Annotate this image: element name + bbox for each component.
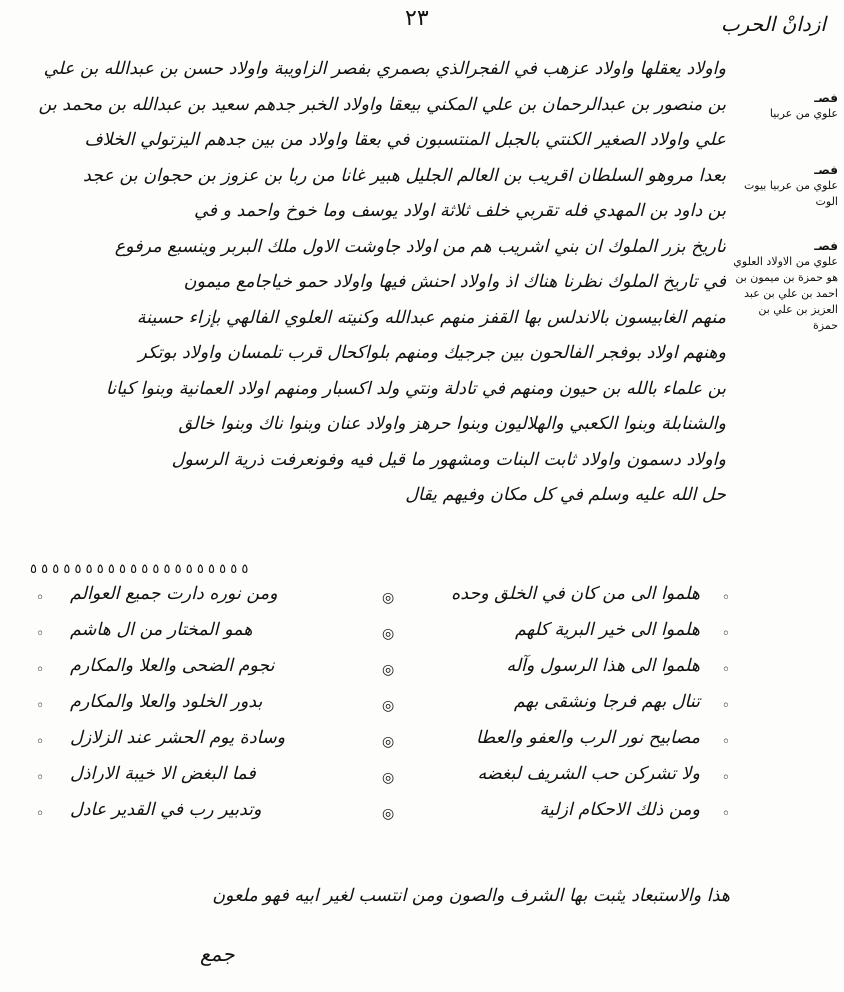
- verse-marker-icon: ◦: [721, 662, 730, 678]
- verse-marker-icon: ◦: [721, 626, 730, 642]
- margin-notes: [730, 90, 838, 362]
- margin-note-tag: فصـ: [814, 239, 838, 253]
- verse-marker-icon: ◦: [36, 734, 45, 750]
- margin-note-text: علوي من عربيا: [769, 107, 838, 120]
- body-line: وهنهم اولاد بوفجر الفالحون بين جرجيك ومنهم بلواكحال قرب تلمسان واولاد بوتكر: [138, 343, 726, 363]
- body-line: في تاريخ الملوك نظرنا هناك اذ واولاد احنش فيها واولاد حمو خياجامع ميمون: [183, 272, 726, 292]
- poem-verse: [30, 794, 730, 830]
- margin-note-text: علوي من الاولاد العلوي هو حمزة بن ميمون بن احمد بن علي بن عبد العزيز بن علي بن حمزة: [733, 255, 838, 332]
- verse-first-hemistich: هلموا الى خير البرية كلهم: [514, 620, 700, 640]
- body-line: بن داود بن المهدي فله تقربي خلف ثلاثة اولاد يوسف وما خوخ واحمد و في: [193, 201, 726, 221]
- body-line: والشنابلة وبنوا الكعبي والهلاليون وبنوا حرهز واولاد عنان وبنوا ناك وبنوا خالق: [178, 414, 726, 434]
- page-number: ٢٣: [405, 6, 429, 31]
- body-line: علي واولاد الصغير الكنتي بالجبل المنتسبون في بعقا واولاد من بين جدهم اليزتولي الخلاف: [84, 130, 726, 150]
- body-text: [36, 52, 726, 552]
- verse-divider-icon: ◎: [382, 590, 395, 606]
- poem-verse: [30, 758, 730, 794]
- body-line: بن علماء بالله بن حيون ومنهم في تادلة ونتي ولد اكسبار ومنهم اولاد العمانية وبنوا كيانا: [105, 378, 726, 399]
- ornament-dots-row: ٥ ٥ ٥ ٥ ٥ ٥ ٥ ٥ ٥ ٥ ٥ ٥ ٥ ٥ ٥ ٥ ٥ ٥ ٥ ٥: [30, 562, 249, 577]
- verse-first-hemistich: مصابيح نور الرب والعفو والعطا: [475, 728, 700, 748]
- verse-divider-icon: ◎: [382, 626, 395, 642]
- verse-second-hemistich: نجوم الضحى والعلا والمكارم: [70, 656, 275, 676]
- verse-marker-icon: ◦: [721, 806, 730, 822]
- verse-second-hemistich: همو المختار من ال هاشم: [70, 620, 253, 640]
- verse-second-hemistich: وسادة يوم الحشر عند الزلازل: [70, 728, 286, 748]
- verse-marker-icon: ◦: [721, 698, 730, 714]
- verse-first-hemistich: ومن ذلك الاحكام ازلية: [539, 800, 700, 820]
- poem-verse: [30, 650, 730, 686]
- verse-second-hemistich: ومن نوره دارت جميع العوالم: [70, 584, 278, 604]
- body-line: بن منصور بن عبدالرحمان بن علي المكني بيعقا واولاد الخبر جدهم سعيد بن عبدالله بن محمد بن: [38, 94, 726, 115]
- verse-marker-icon: ◦: [36, 806, 45, 822]
- verse-first-hemistich: هلموا الى هذا الرسول وآله: [506, 656, 700, 676]
- body-line: حل الله عليه وسلم في كل مكان وفيهم يقال: [405, 485, 726, 505]
- verse-first-hemistich: ولا تشركن حب الشريف لبغضه: [477, 764, 700, 784]
- verse-first-hemistich: تنال بهم فرجا ونشقى بهم: [513, 692, 700, 712]
- margin-note-tag: فصـ: [814, 163, 838, 177]
- margin-note: [730, 162, 838, 210]
- margin-note: [730, 90, 838, 122]
- verse-second-hemistich: فما البغض الا خيبة الاراذل: [70, 764, 256, 784]
- verse-marker-icon: ◦: [721, 734, 730, 750]
- verse-divider-icon: ◎: [382, 662, 395, 678]
- body-line: تاريخ بزر الملوك ان بني اشريب هم من اولاد جاوشت الاول ملك البربر وينسبع مرفوع: [114, 236, 726, 257]
- poem-verse: [30, 614, 730, 650]
- body-line: منهم الغابيسون بالاندلس بها القفز منهم عبدالله وكنيته العلوي الفالهي بإزاء حسينة: [136, 307, 726, 328]
- verse-divider-icon: ◎: [382, 806, 395, 822]
- verse-divider-icon: ◎: [382, 770, 395, 786]
- verse-divider-icon: ◎: [382, 734, 395, 750]
- margin-note-text: علوي من عربيا بيوت الوت: [743, 179, 838, 208]
- margin-note-tag: فصـ: [814, 91, 838, 105]
- verse-marker-icon: ◦: [36, 590, 45, 606]
- poem-verse: [30, 722, 730, 758]
- verse-second-hemistich: بدور الخلود والعلا والمكارم: [70, 692, 263, 712]
- poem: [30, 578, 730, 830]
- body-line: بعدا مروهو السلطان اقريب بن العالم الجليل هبير غانا من ربا بن عزوز بن حجوان بن عجد: [83, 165, 726, 186]
- verse-marker-icon: ◦: [721, 590, 730, 606]
- verse-marker-icon: ◦: [36, 698, 45, 714]
- verse-divider-icon: ◎: [382, 698, 395, 714]
- verse-marker-icon: ◦: [36, 662, 45, 678]
- margin-note: [730, 238, 838, 334]
- poem-verse: [30, 686, 730, 722]
- body-line: واولاد دسمون واولاد ثابت البنات ومشهور ما قيل فيه وفونعرفت ذرية الرسول: [171, 449, 726, 470]
- header-note: ازدانْ الحرب: [720, 12, 826, 36]
- body-line: واولاد يعقلها واولاد عزهب في الفجرالذي بصمري بفصر الزاويبة واولاد حسن بن عبدالله بن علي: [43, 59, 726, 79]
- poem-verse: [30, 578, 730, 614]
- verse-marker-icon: ◦: [36, 626, 45, 642]
- catchword: جمع: [200, 942, 235, 966]
- verse-marker-icon: ◦: [721, 770, 730, 786]
- verse-marker-icon: ◦: [36, 770, 45, 786]
- closing-line: هذا والاستبعاد يثبت بها الشرف والصون ومن انتسب لغير ابيه فهو ملعون: [212, 886, 730, 906]
- verse-first-hemistich: هلموا الى من كان في الخلق وحده: [451, 584, 700, 604]
- verse-second-hemistich: وتدبير رب في القدير عادل: [70, 800, 262, 820]
- closing-text: [50, 880, 730, 912]
